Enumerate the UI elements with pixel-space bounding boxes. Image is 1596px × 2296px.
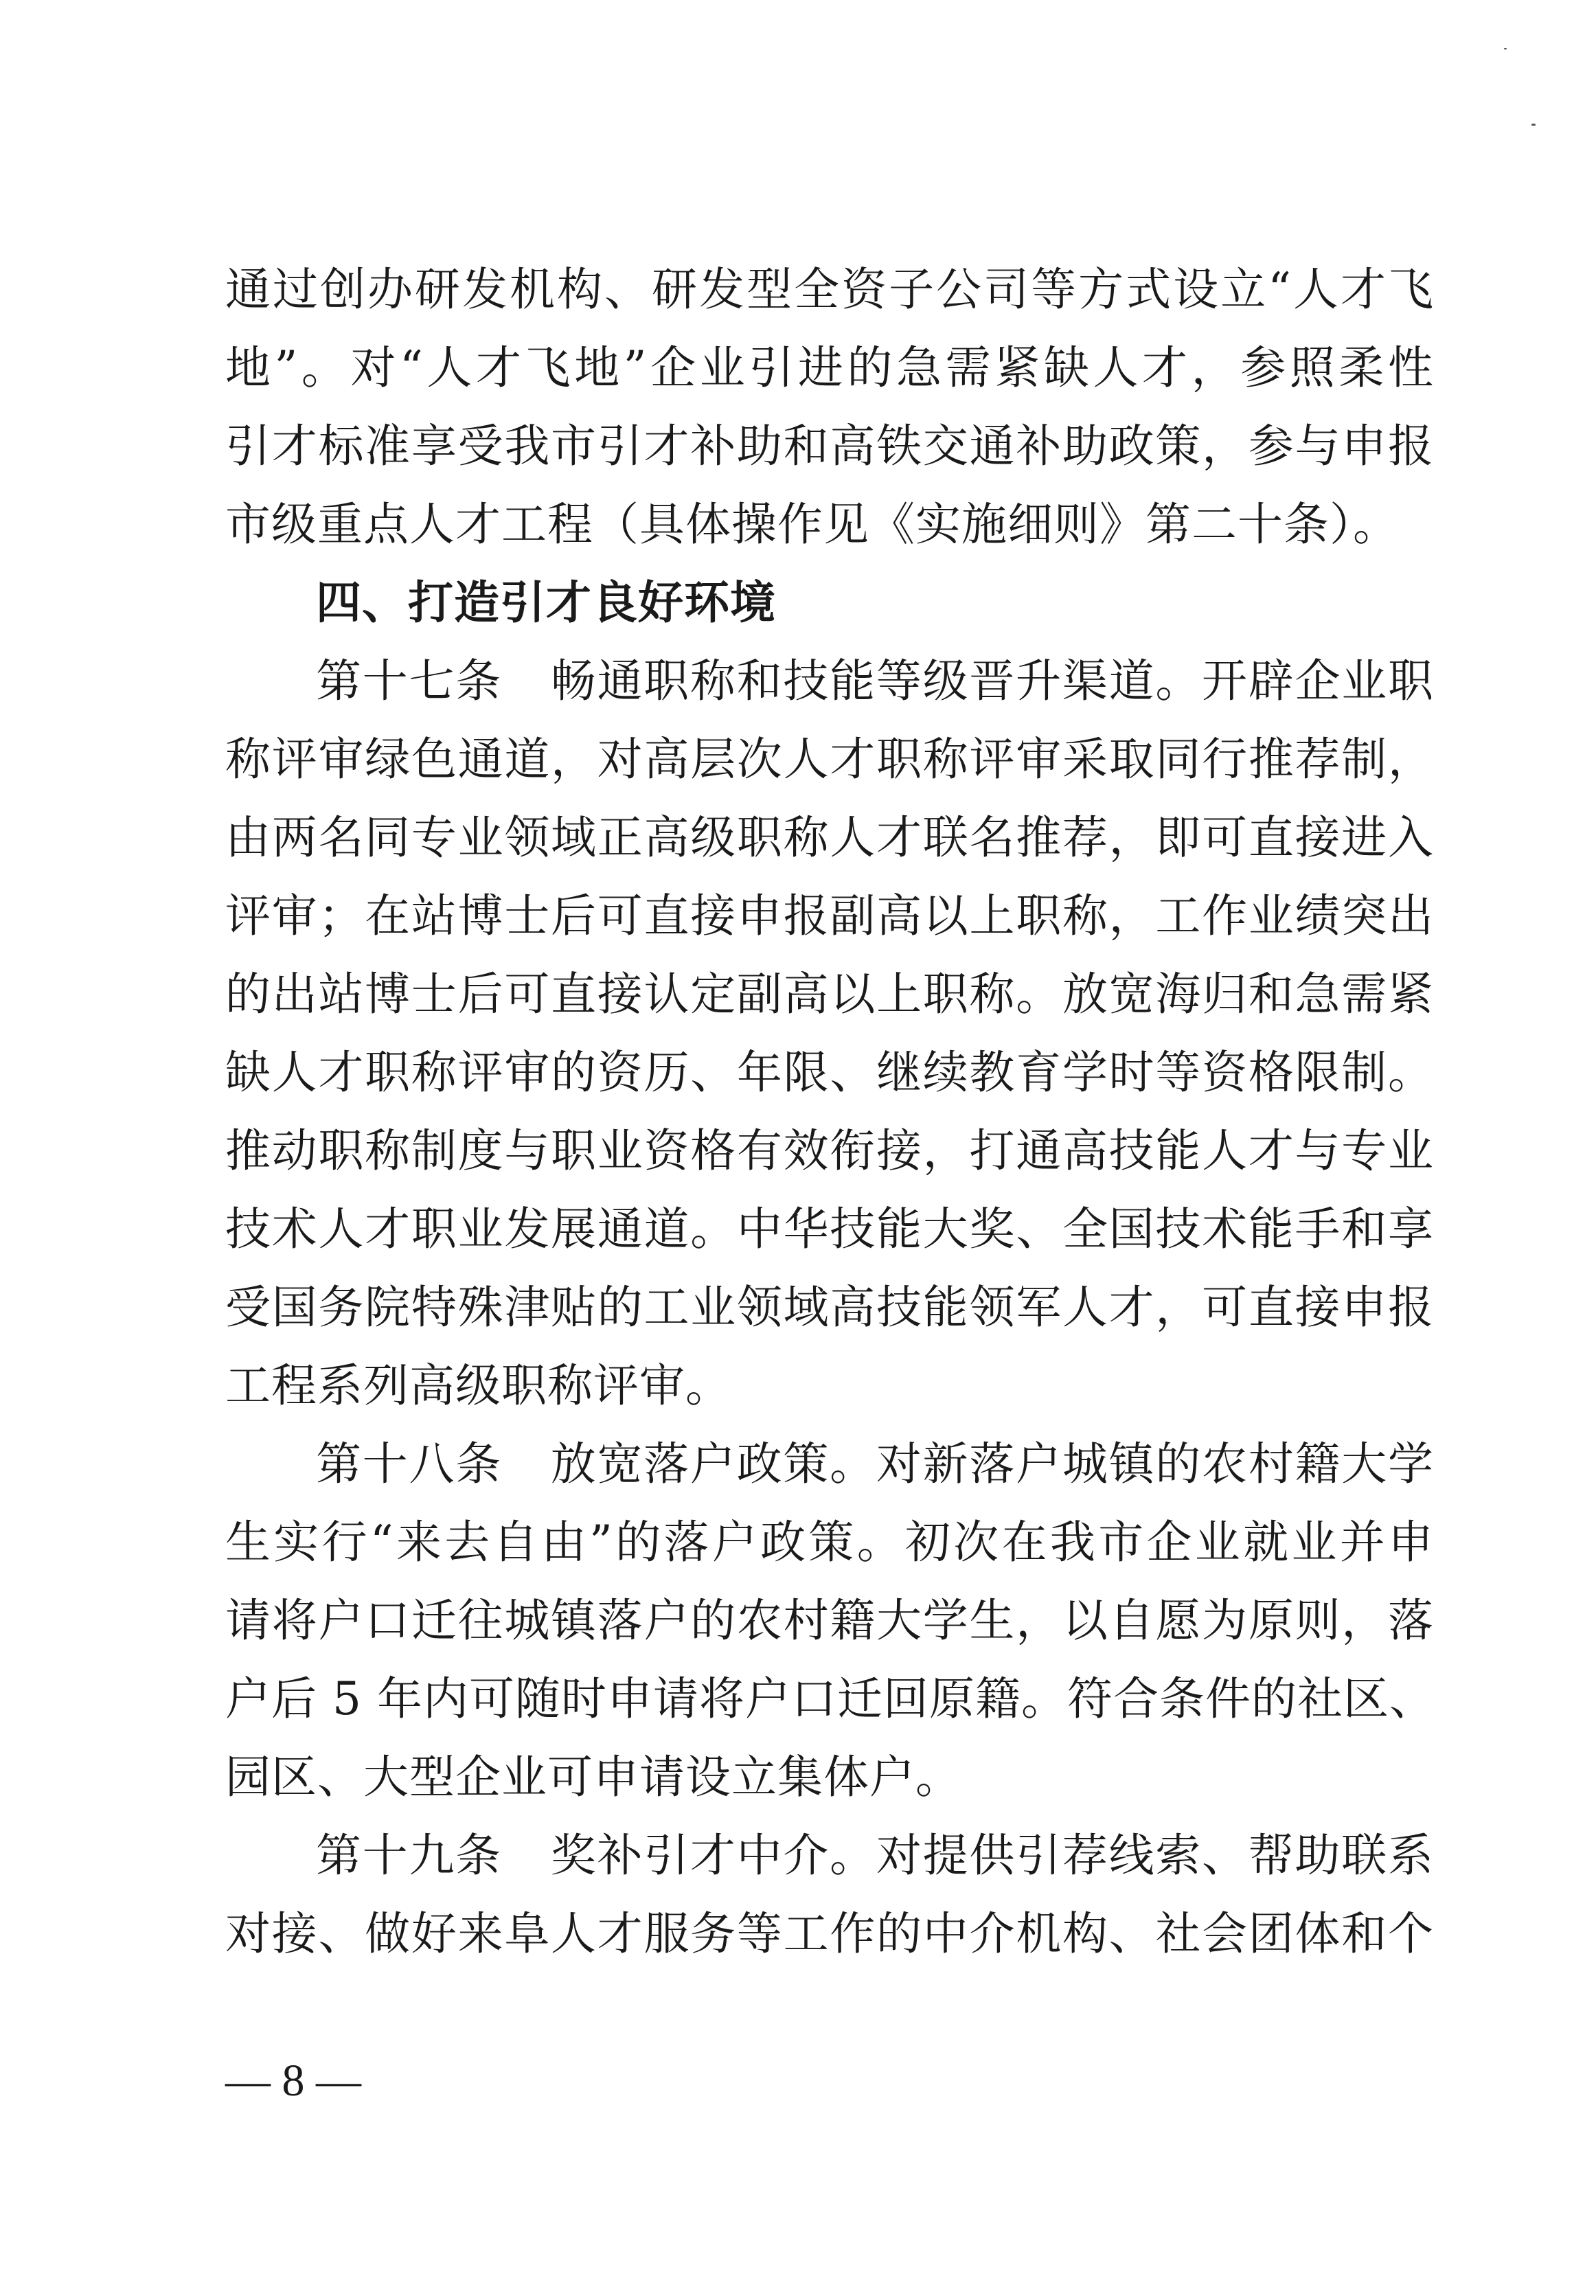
article-number: 第十八条 [316,1437,502,1490]
text-line [225,407,1434,486]
text-line [225,1112,1434,1190]
text-line [225,955,1434,1034]
line-text: 引才标准享受我市引才补助和高铁交通补助政策，参与申报 [225,420,1434,473]
line-text: 畅通职称和技能等级晋升渠道。开辟企业职 [549,655,1435,707]
line-text: 园区、大型企业可申请设立集体户。 [225,1751,961,1804]
text-line [225,1190,1434,1269]
line-text: 评审；在站博士后可直接申报副高以上职称，工作业绩突出 [225,889,1434,942]
text-line [225,1269,1434,1347]
text-line [225,1503,1434,1582]
text-line [225,1425,1434,1503]
text-line [225,877,1434,955]
line-text: 对接、做好来阜人才服务等工作的中介机构、社会团体和个 [225,1907,1434,1960]
text-line [225,1738,1434,1817]
text-line [225,251,1434,329]
line-text: 奖补引才中介。对提供引荐线索、帮助联系 [549,1829,1435,1882]
line-text: 称评审绿色通道，对高层次人才职称评审采取同行推荐制， [225,733,1434,786]
line-text: 通过创办研发机构、研发型全资子公司等方式设立“人才飞 [225,263,1434,316]
section-heading [225,564,1434,642]
text-line [225,1582,1434,1660]
article-number: 第十九条 [316,1829,502,1882]
text-line [225,720,1434,799]
line-text: 受国务院特殊津贴的工业领域高技能领军人才，可直接申报 [225,1281,1434,1334]
line-text: 工程系列高级职称评审。 [225,1359,731,1412]
text-line [225,1895,1434,1973]
text-line [225,1034,1434,1112]
line-text: 放宽落户政策。对新落户城镇的农村籍大学 [549,1437,1435,1490]
text-line [225,1660,1434,1738]
text-line [225,1347,1434,1425]
line-text: 户后 5 年内可随时申请将户口迁回原籍。符合条件的社区、 [225,1672,1435,1725]
line-text: 生实行“来去自由”的落户政策。初次在我市企业就业并申 [225,1516,1434,1569]
line-text: 缺人才职称评审的资历、年限、继续教育学时等资格限制。 [225,1046,1434,1099]
line-text: 市级重点人才工程（具体操作见《实施细则》第二十条）。 [225,498,1399,551]
line-text: 的出站博士后可直接认定副高以上职称。放宽海归和急需紧 [225,968,1434,1021]
text-line [225,799,1434,877]
text-line [225,329,1434,407]
text-line [225,486,1434,564]
line-text: 四、打造引才良好环境 [316,576,776,629]
document-body [225,251,1434,1973]
line-text: 推动职称制度与职业资格有效衔接，打通高技能人才与专业 [225,1124,1434,1177]
text-line [225,1817,1434,1895]
page-number: — 8 — [225,2056,361,2106]
scan-speck [1504,48,1507,49]
article-number: 第十七条 [316,655,502,707]
line-text: 由两名同专业领域正高级职称人才联名推荐，即可直接进入 [225,811,1434,864]
line-text: 技术人才职业发展通道。中华技能大奖、全国技术能手和享 [225,1203,1434,1255]
scan-speck [1531,124,1536,126]
line-text: 请将户口迁往城镇落户的农村籍大学生，以自愿为原则，落 [225,1594,1434,1647]
text-line [225,642,1434,720]
line-text: 地”。对“人才飞地”企业引进的急需紧缺人才，参照柔性 [225,341,1434,394]
